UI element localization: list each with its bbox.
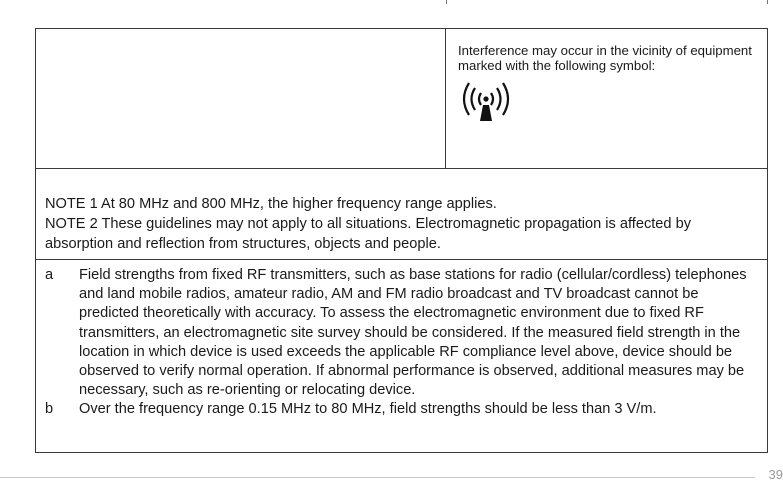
- footer-divider: [0, 477, 755, 478]
- footnote-text: Field strengths from fixed RF transmitters, such as base stations for radio (cellular/cordless) telephones and land mobile radios, amateur radio, AM and FM radio broadcast and TV broadcast cannot be predicted theoretically with accuracy. To assess the electromagnetic environment due to fixed RF transmitters, an electromagnetic site survey should be considered. If the measured field strength in the location in which device is used exceeds the applicable RF compliance level above, device should be observed to verify normal operation. If abnormal performance is observed, additional measures may be necessary, such as re-orienting or relocating device.: [79, 267, 747, 399]
- page-number: 39: [768, 467, 783, 482]
- emc-table: [35, 28, 768, 453]
- empty-cell: [36, 29, 446, 168]
- interference-cell: [446, 29, 767, 168]
- note-2: NOTE 2 These guidelines may not apply to all situations. Electromagnetic propagation is affected by absorption and reflection from structures, objects and people.: [45, 216, 692, 252]
- interference-text: Interference may occur in the vicinity of equipment marked with the following symbol:: [458, 43, 752, 73]
- footnote-letter: a: [45, 267, 54, 283]
- top-edge-mark-right: [767, 0, 768, 4]
- symbol-row: [36, 29, 767, 169]
- footnote-b: [45, 400, 761, 419]
- footnote-text: Over the frequency range 0.15 MHz to 80 MHz, field strengths should be less than 3 V/m.: [79, 401, 657, 418]
- footnote-letter: b: [45, 401, 54, 418]
- non-ionizing-radiation-icon: [458, 79, 514, 121]
- note-1: NOTE 1 At 80 MHz and 800 MHz, the higher frequency range applies.: [45, 196, 497, 212]
- footnote-a: [45, 266, 761, 400]
- notes-row: [36, 169, 767, 260]
- top-edge-mark-left: [446, 0, 447, 4]
- footnotes-row: [36, 260, 767, 452]
